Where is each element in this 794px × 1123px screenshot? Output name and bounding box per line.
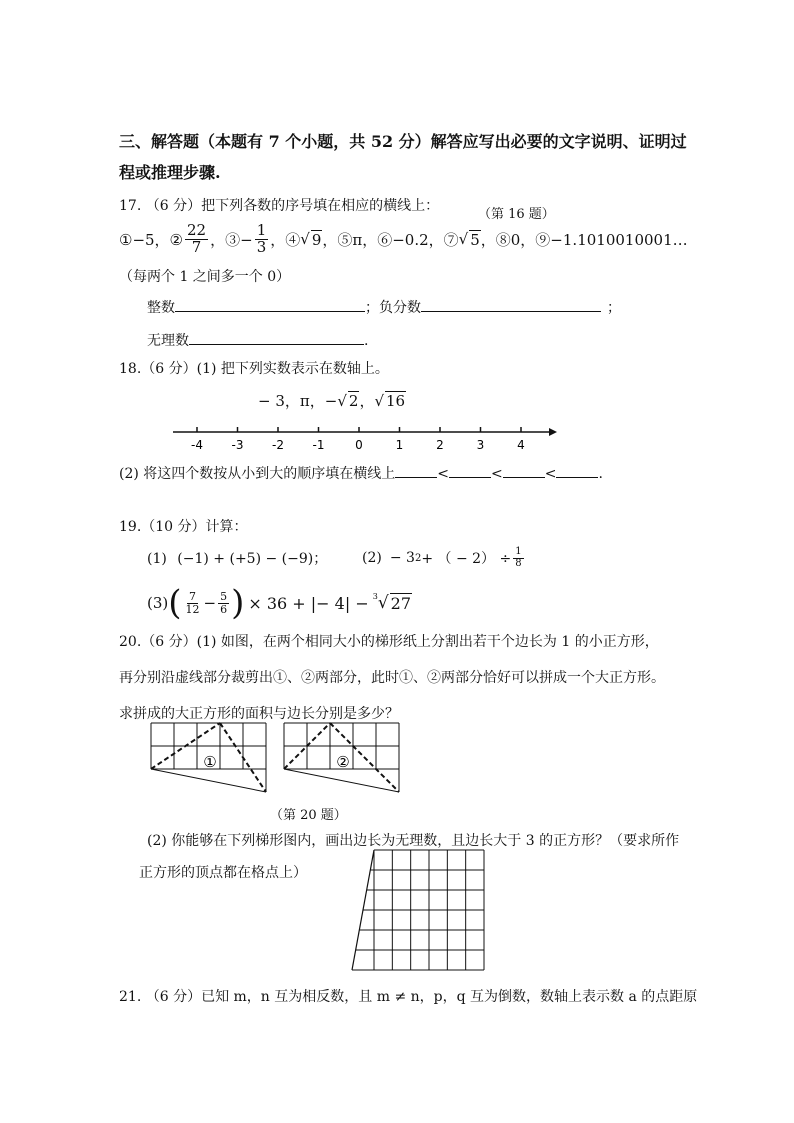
axis-tick-label: -1 [312,438,325,452]
numbers-a: − 3，π， [258,392,325,410]
frac-den: 7 [191,237,202,256]
rad2: 2 [348,392,359,410]
p2-frac [513,547,523,569]
frac-den: 8 [515,557,522,569]
irrational-answer-blank[interactable] [189,330,364,345]
integer-label: 整数 [147,300,175,316]
frac-num: 1 [515,546,522,557]
q17-n3: ，④ [270,230,301,249]
sqrt-sign-icon: √ [458,230,469,248]
axis-tick-label: 3 [476,438,485,452]
rad16: 16 [386,392,406,410]
frac-num: 5 [220,589,228,603]
axis-tick-label: 1 [395,438,404,452]
q17-integer-row [147,297,621,317]
semicolon: ； [365,300,379,316]
q19-p1 [147,548,327,568]
section-title-line2: 程或推理步骤. [119,163,221,182]
irrational-label: 无理数 [147,333,189,349]
q17-n1: ①−5，② [119,230,184,249]
sqrt-sign-icon: √ [374,392,385,410]
sqrt-sign-icon: √ [337,392,347,410]
q20-line2: 再分别沿虚线部分裁剪出①、②两部分，此时①、②两部分恰好可以拼成一个大正方形。 [119,670,665,686]
q19-p2 [362,544,526,572]
q19-stem: 19.（10 分）计算： [119,519,248,535]
sqrt-sign-icon: √ [300,230,310,248]
frac-den: 3 [256,237,267,256]
period: . [364,333,369,349]
q20-line3: 求拼成的大正方形的面积与边长分别是多少？ [119,706,399,722]
frac-den: 6 [220,602,228,616]
p3-rest: × 36 + |− 4| − [248,593,369,613]
axis-tick-label: -4 [191,438,203,452]
axis-tick-label: 2 [436,438,444,452]
q21-text: 21. （6 分）已知 m，n 互为相反数，且 m ≠ n，p，q 互为倒数，数轴上表示数 a 的点距原 [119,989,698,1005]
q19-p3 [147,583,412,623]
q20-part2-line1: (2) 你能够在下列梯形图内，画出边长为无理数，且边长大于 3 的正方形？（要求所作 [147,833,680,849]
lt: < [491,466,503,482]
section-title-line1: 三、解答题（本题有 7 个小题，共 52 分）解答应写出必要的文字说明、证明过 [119,132,687,151]
lt: < [544,466,557,482]
order-blank-3[interactable] [503,463,545,478]
q17-n5: ，⑧0，⑨−1.1010010001… [480,230,688,249]
frac-num: 22 [187,220,207,239]
p3-label: (3) [147,594,169,612]
frac-num: 7 [189,589,197,603]
negative-label: 负分数 [379,300,421,316]
left-paren-icon: ( [168,583,182,623]
axis-tick-label: -3 [231,438,244,452]
axis-tick-label: -2 [272,438,284,452]
order-blank-1[interactable] [395,463,437,478]
fig20-caption: （第 20 题） [270,808,347,823]
period: . [598,466,603,482]
part2-text: (2) 将这四个数按从小到大的顺序填在横线上 [119,466,396,482]
cube-root-sign-icon: √ [377,593,389,613]
semicolon: ； [607,300,621,316]
q17-stem: 17. （6 分）把下列各数的序号填在相应的横线上： [119,198,440,214]
fig20-trapezoid-1 [150,722,268,794]
p2-sup: 2 [414,552,422,564]
q17-frac-22-7 [185,220,208,256]
q18-stem: 18.（6 分）(1) 把下列实数表示在数轴上。 [119,361,389,377]
q17-n4: ，⑤π，⑥−0.2，⑦ [322,230,459,249]
p3-root-index: 3 [372,591,378,601]
right-paren-icon: ) [231,583,245,623]
order-blank-2[interactable] [449,463,491,478]
q17-rad9: 9 [311,230,322,249]
p1-label: (1) [147,551,167,567]
frac-den: 12 [185,602,200,616]
q20-grid-trapezoid[interactable] [350,848,490,972]
q17-number-list [119,218,688,260]
q20-line1: 20.（6 分）(1) 如图，在两个相同大小的梯形纸上分割出若干个边长为 1 的小正方形， [119,634,659,650]
arrow-right-icon [549,428,557,436]
p1-expr: (−1) + (+5) − (−9)； [177,551,328,567]
frac-num: 1 [256,220,267,239]
negative-fraction-answer-blank[interactable] [421,297,601,312]
p2-expr-a: − 3 [389,550,415,566]
p3-minus: − [203,594,217,612]
q17-frac-1-3 [255,220,269,256]
p3-frac1 [184,591,202,615]
fig16-caption: （第 16 题） [478,207,555,222]
fig20-trapezoid-2 [283,722,401,794]
number-line [165,420,565,456]
fig2-label: ② [336,753,350,771]
p2-expr-b: + （ − 2） ÷ [421,551,512,567]
axis-tick-label: 0 [355,438,363,452]
q17-n2: ，③− [210,230,253,249]
p3-frac2 [218,591,229,615]
q17-note: （每两个 1 之间多一个 0） [119,269,291,285]
q18-numbers [258,390,406,411]
lt: < [437,466,450,482]
q17-irrational-row [147,330,368,350]
numbers-c: ， [359,392,375,410]
order-blank-4[interactable] [556,463,598,478]
p2-label: (2) [362,550,382,566]
axis-tick-label: 4 [517,438,525,452]
p3-rad: 27 [390,594,412,613]
fig1-label: ① [203,753,217,771]
numbers-b: − [324,392,338,410]
q20-part2-line2: 正方形的顶点都在格点上） [139,865,307,881]
q18-part2 [119,463,603,483]
q17-rad5: 5 [470,230,480,249]
integer-answer-blank[interactable] [175,297,365,312]
